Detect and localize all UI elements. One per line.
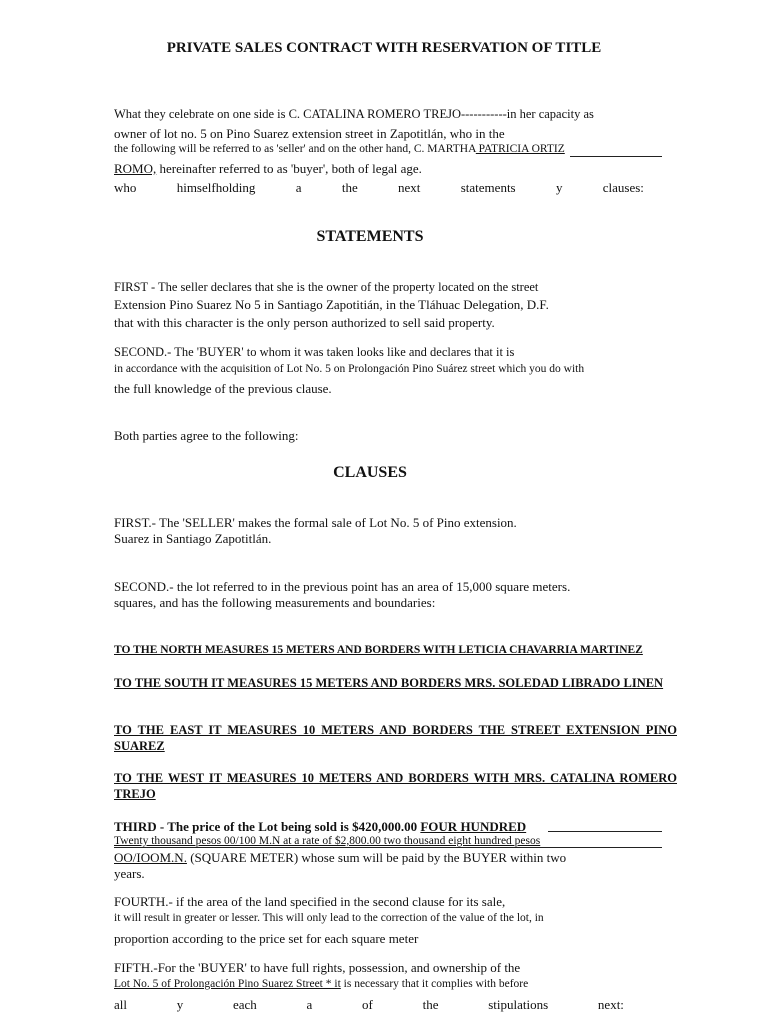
- clause-fifth-line-3: [114, 998, 624, 1011]
- word: next: [398, 180, 421, 195]
- boundary-south: TO THE SOUTH IT MEASURES 15 METERS AND BORDERS MRS. SOLEDAD LIBRADO LINEN: [114, 676, 664, 690]
- boundary-west: TO THE WEST IT MEASURES 10 METERS AND BORDERS WITH MRS. CATALINA ROMERO TREJO: [114, 771, 677, 801]
- intro-line-4-text: hereinafter referred to as 'buyer', both of legal age.: [156, 161, 422, 176]
- clause-second-line-1: SECOND.- the lot referred to in the previous point has an area of 15,000 square meters.: [114, 579, 571, 594]
- intro-line-3-text: the following will be referred to as 'seller' and on the other hand, C. MARTHA: [114, 143, 476, 155]
- word: a: [306, 997, 313, 1012]
- intro-line-5: [114, 181, 644, 194]
- clause-third-price: THIRD - The price of the Lot being sold is $420,000.00: [114, 819, 421, 834]
- statement-first-line-2: Extension Pino Suarez No 5 in Santiago Zapotitián, in the Tláhuac Delegation, D.F.: [114, 297, 549, 312]
- clause-third-price-words: FOUR HUNDRED: [420, 819, 527, 834]
- buyer-name-part-2: ROMO,: [114, 161, 157, 176]
- clause-first-line-2: Suarez in Santiago Zapotitlán.: [114, 531, 272, 546]
- statements-heading: STATEMENTS: [316, 228, 424, 245]
- intro-line-2: owner of lot no. 5 on Pino Suarez extension street in Zapotitlán, who in the: [114, 126, 505, 141]
- clause-fifth-line-1: FIFTH.-For the 'BUYER' to have full rights, possession, and ownership of the: [114, 960, 521, 975]
- intro-line-1: What they celebrate on one side is C. CATALINA ROMERO TREJO-----------in her capacity as: [114, 107, 594, 121]
- clause-third-payment-text: (SQUARE METER) whose sum will be paid by the BUYER within two: [186, 850, 567, 865]
- signature-blank-line: [570, 156, 662, 157]
- lot-reference: Lot No. 5 of Prolongación Pino Suarez Street * it: [114, 978, 341, 990]
- currency-code: OO/IOOM.N.: [114, 850, 187, 865]
- clause-third-line-1: [114, 820, 526, 833]
- word: who: [114, 180, 137, 195]
- word: statements: [460, 180, 516, 195]
- word: the: [422, 997, 439, 1012]
- clause-fifth-line-2: [114, 979, 528, 991]
- intro-line-3: [114, 144, 565, 156]
- boundary-north: TO THE NORTH MEASURES 15 METERS AND BORDERS WITH LETICIA CHAVARRIA MARTINEZ: [114, 644, 643, 656]
- word: stipulations: [488, 997, 549, 1012]
- clause-third-line-3: [114, 851, 566, 864]
- word: clauses:: [602, 180, 644, 195]
- clause-fifth-text: is necessary that it complies with before: [340, 978, 529, 990]
- price-rate-underline: [114, 847, 662, 848]
- clause-third-line-2: Twenty thousand pesos 00/100 M.N at a rate of $2,800.00 two thousand eight hundred pesos: [114, 835, 541, 847]
- statement-first-line-3: that with this character is the only person authorized to sell said property.: [114, 315, 495, 330]
- clauses-heading: CLAUSES: [333, 464, 407, 481]
- word: of: [362, 997, 373, 1012]
- intro-line-4: [114, 162, 422, 175]
- clause-fourth-line-1: FOURTH.- if the area of the land specified in the second clause for its sale,: [114, 894, 506, 909]
- price-blank-line: [548, 831, 662, 832]
- document-title: PRIVATE SALES CONTRACT WITH RESERVATION OF TITLE: [166, 40, 602, 56]
- word: y: [555, 180, 563, 195]
- word: all: [114, 997, 127, 1012]
- statement-first-line-1: FIRST - The seller declares that she is the owner of the property located on the street: [114, 280, 539, 294]
- word: himselfholding: [176, 180, 256, 195]
- statement-second-line-1: SECOND.- The 'BUYER' to whom it was taken looks like and declares that it is: [114, 345, 515, 359]
- boundary-east: TO THE EAST IT MEASURES 10 METERS AND BORDERS THE STREET EXTENSION PINO SUAREZ: [114, 723, 677, 753]
- clause-third-line-4: years.: [114, 866, 145, 881]
- word: y: [176, 997, 184, 1012]
- clause-fourth-line-3: proportion according to the price set for each square meter: [114, 931, 419, 946]
- word: each: [232, 997, 257, 1012]
- word: the: [341, 180, 358, 195]
- buyer-name-part-1: PATRICIA ORTIZ: [475, 143, 565, 155]
- agreement-line: Both parties agree to the following:: [114, 428, 299, 443]
- clause-second-line-2: squares, and has the following measurements and boundaries:: [114, 595, 436, 610]
- statement-second-line-2: in accordance with the acquisition of Lot No. 5 on Prolongación Pino Suárez street which you do with: [114, 363, 585, 375]
- word: a: [295, 180, 302, 195]
- word: next:: [597, 997, 624, 1012]
- statement-second-line-3: the full knowledge of the previous clause.: [114, 381, 332, 396]
- clause-fourth-line-2: it will result in greater or lesser. This will only lead to the correction of the value of the lot, in: [114, 912, 544, 924]
- clause-first-line-1: FIRST.- The 'SELLER' makes the formal sale of Lot No. 5 of Pino extension.: [114, 515, 517, 530]
